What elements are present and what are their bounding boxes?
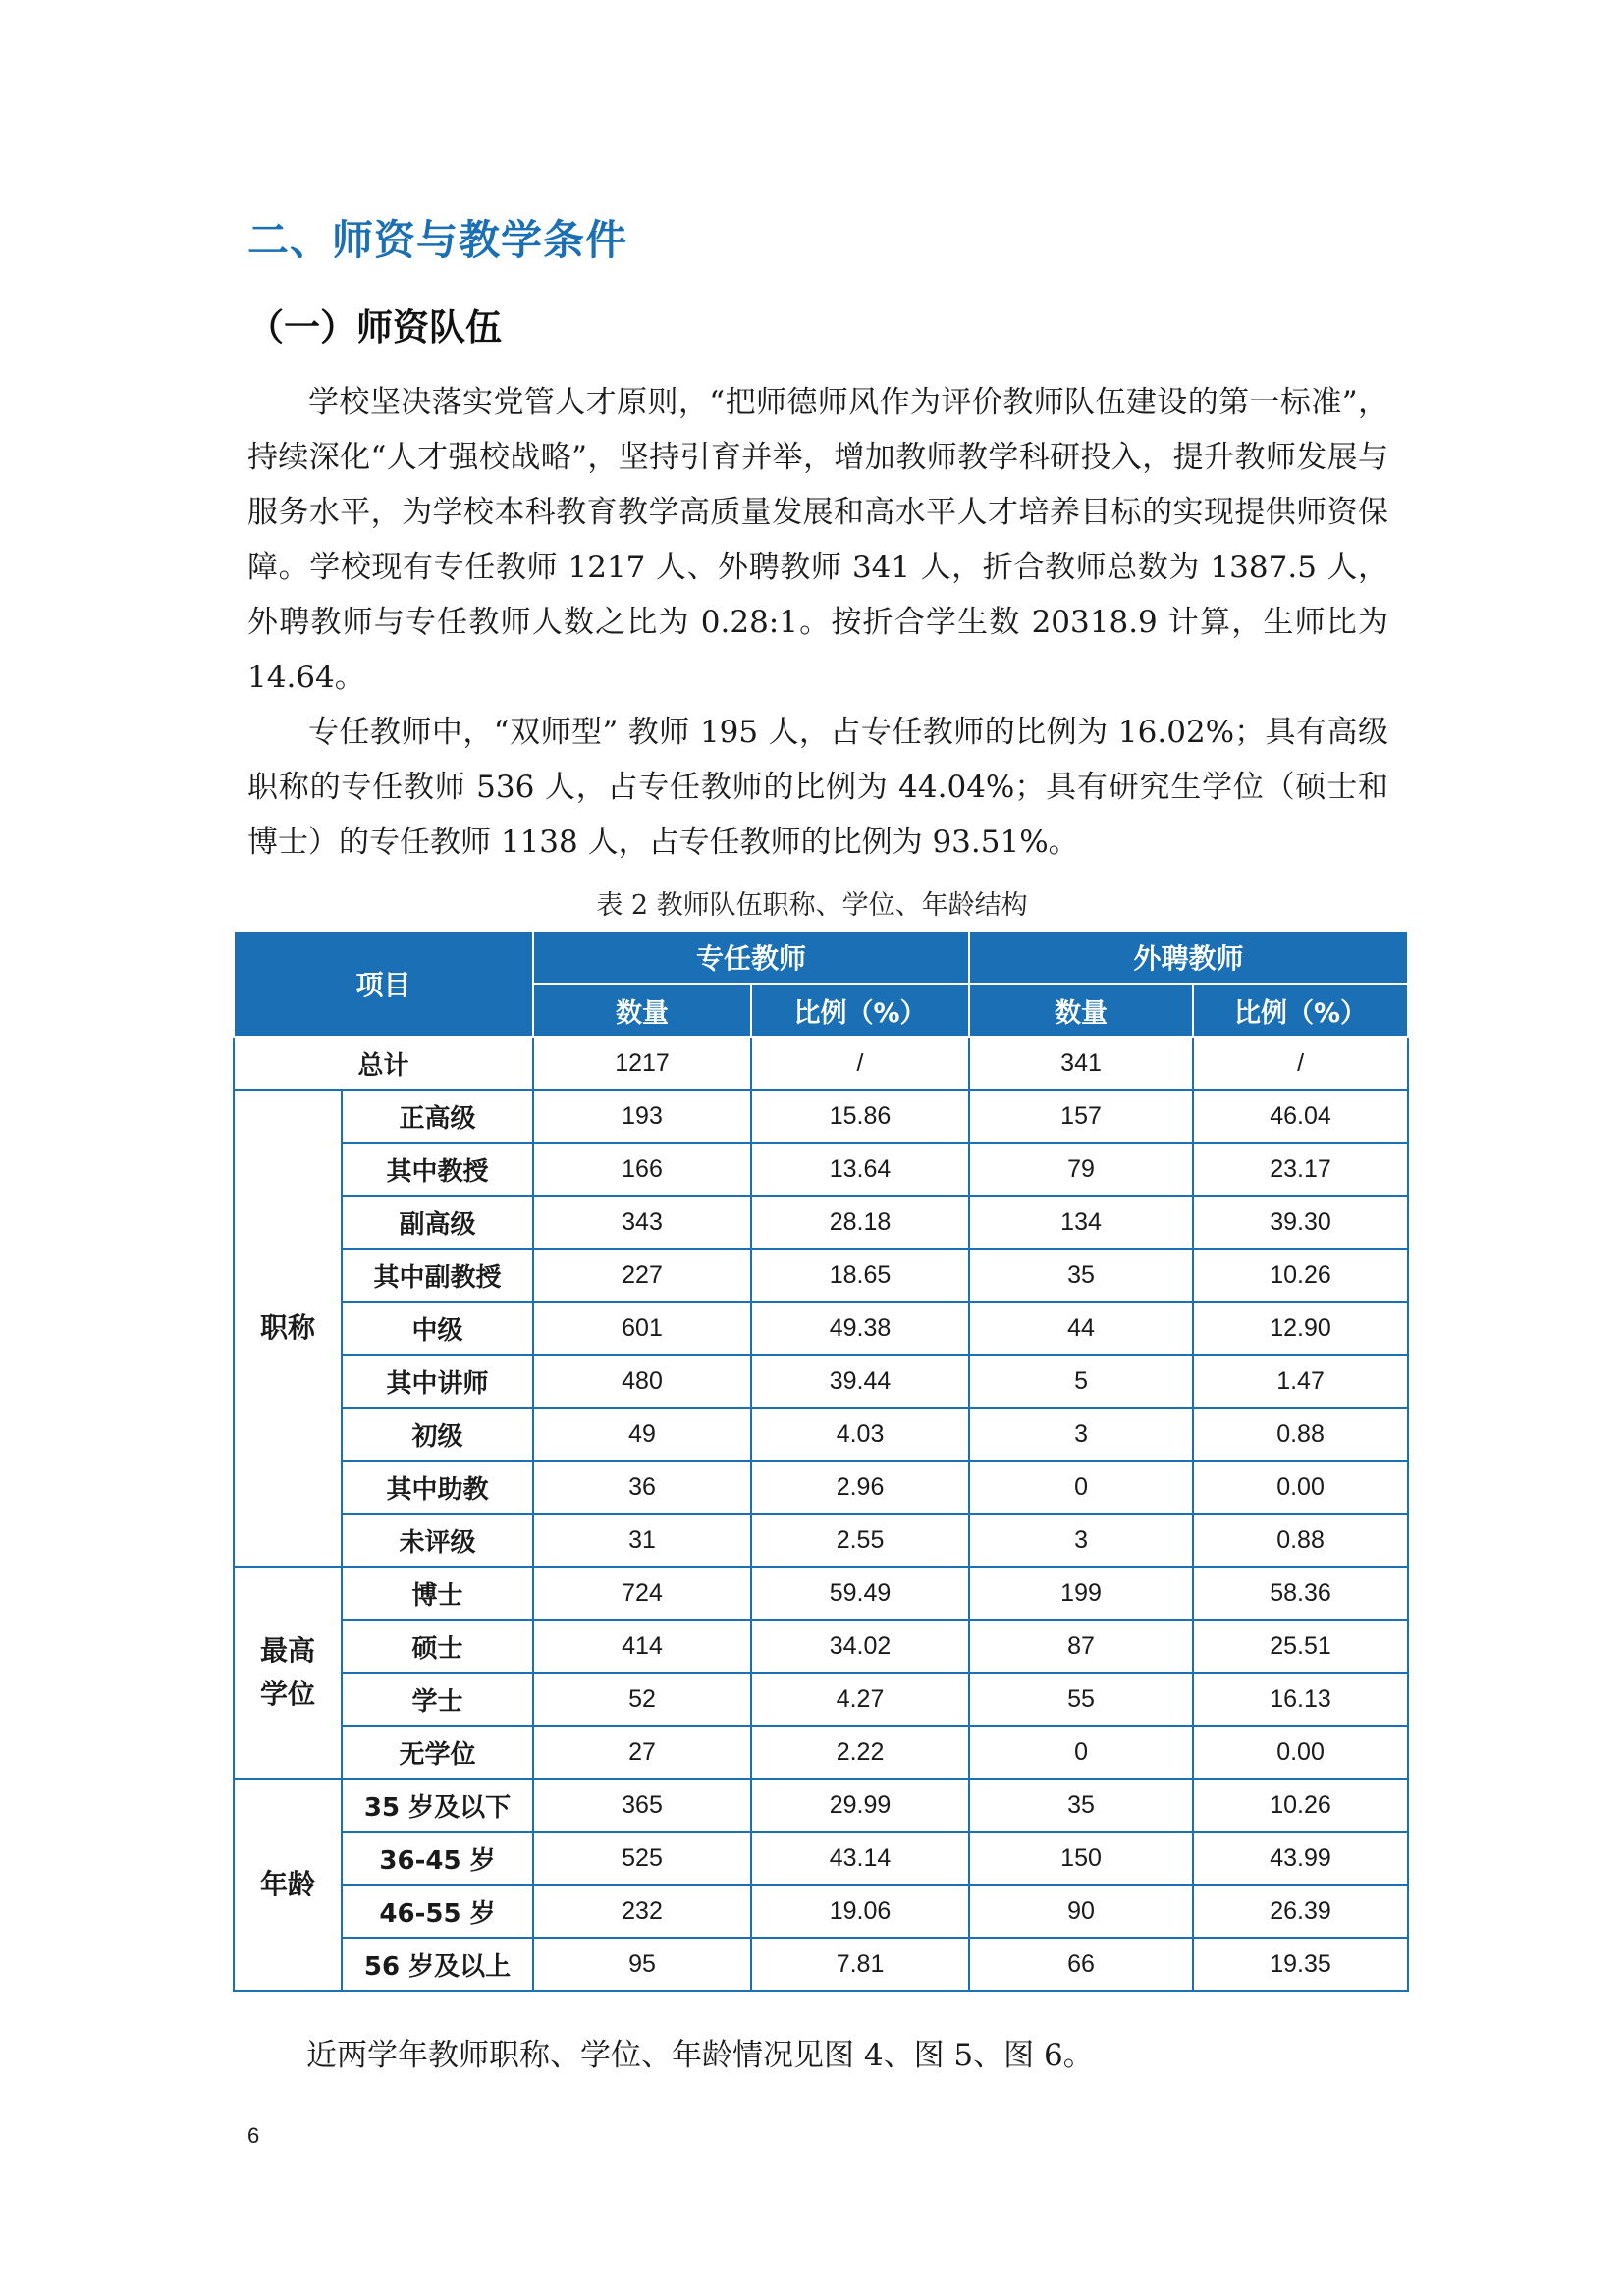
ex-ratio: 58.36: [1193, 1567, 1408, 1620]
row-label: 博士: [342, 1567, 533, 1620]
group-label: 最高 学位: [234, 1567, 342, 1779]
total-ex-count: 341: [969, 1037, 1193, 1090]
row-label: 正高级: [342, 1090, 533, 1143]
row-label: 35 岁及以下: [342, 1779, 533, 1832]
group-label: 职称: [234, 1090, 342, 1567]
ft-count: 31: [533, 1514, 751, 1567]
ft-ratio: 2.55: [751, 1514, 969, 1567]
ex-count: 157: [969, 1090, 1193, 1143]
row-label: 其中副教授: [342, 1249, 533, 1302]
ex-count: 150: [969, 1832, 1193, 1885]
ex-ratio: 12.90: [1193, 1302, 1408, 1355]
table-row: [234, 1779, 1408, 1832]
header-external: 外聘教师: [969, 931, 1408, 984]
ex-count: 0: [969, 1726, 1193, 1779]
ft-count: 52: [533, 1673, 751, 1726]
ft-count: 49: [533, 1408, 751, 1461]
ft-count: 525: [533, 1832, 751, 1885]
ex-count: 134: [969, 1196, 1193, 1249]
table-row: [234, 1620, 1408, 1673]
ft-ratio: 2.96: [751, 1461, 969, 1514]
header-ex-count: 数量: [969, 984, 1193, 1037]
ft-ratio: 13.64: [751, 1143, 969, 1196]
table-row: [234, 1832, 1408, 1885]
ex-count: 199: [969, 1567, 1193, 1620]
row-label: 其中讲师: [342, 1355, 533, 1408]
ex-ratio: 39.30: [1193, 1196, 1408, 1249]
subsection-title: （一）师资队伍: [247, 306, 502, 348]
header-ex-ratio: 比例（%）: [1193, 984, 1408, 1037]
row-label: 无学位: [342, 1726, 533, 1779]
header-ft-ratio: 比例（%）: [751, 984, 969, 1037]
ft-count: 166: [533, 1143, 751, 1196]
ft-count: 95: [533, 1938, 751, 1991]
header-ft-count: 数量: [533, 984, 751, 1037]
ex-ratio: 43.99: [1193, 1832, 1408, 1885]
ft-count: 601: [533, 1302, 751, 1355]
ft-ratio: 28.18: [751, 1196, 969, 1249]
ft-count: 36: [533, 1461, 751, 1514]
table-row: [234, 1461, 1408, 1514]
ex-ratio: 46.04: [1193, 1090, 1408, 1143]
ft-count: 724: [533, 1567, 751, 1620]
ex-count: 35: [969, 1249, 1193, 1302]
ft-count: 414: [533, 1620, 751, 1673]
ex-ratio: 0.00: [1193, 1461, 1408, 1514]
table-row: [234, 1143, 1408, 1196]
table-caption: 表 2 教师队伍职称、学位、年龄结构: [596, 890, 1028, 921]
after-table-text: 近两学年教师职称、学位、年龄情况见图 4、图 5、图 6。: [306, 2038, 1094, 2073]
ex-ratio: 10.26: [1193, 1249, 1408, 1302]
ft-count: 27: [533, 1726, 751, 1779]
ft-count: 232: [533, 1885, 751, 1938]
ex-count: 35: [969, 1779, 1193, 1832]
ft-ratio: 4.03: [751, 1408, 969, 1461]
ex-ratio: 0.00: [1193, 1726, 1408, 1779]
table-row: [234, 1302, 1408, 1355]
table-row: [234, 1514, 1408, 1567]
row-label: 其中助教: [342, 1461, 533, 1514]
row-label: 中级: [342, 1302, 533, 1355]
ft-ratio: 7.81: [751, 1938, 969, 1991]
total-label: 总计: [234, 1037, 533, 1090]
ft-ratio: 2.22: [751, 1726, 969, 1779]
ex-count: 3: [969, 1514, 1193, 1567]
page-number: 6: [247, 2123, 260, 2148]
ft-count: 365: [533, 1779, 751, 1832]
row-label: 初级: [342, 1408, 533, 1461]
total-ft-count: 1217: [533, 1037, 751, 1090]
ex-count: 79: [969, 1143, 1193, 1196]
total-ft-ratio: /: [751, 1037, 969, 1090]
ft-count: 480: [533, 1355, 751, 1408]
table-row: [234, 1673, 1408, 1726]
ft-ratio: 59.49: [751, 1567, 969, 1620]
table-row: [234, 1408, 1408, 1461]
paragraph-1: 学校坚决落实党管人才原则，“把师德师风作为评价教师队伍建设的第一标准”，持续深化“人才强校战略”，坚持引育并举，增加教师教学科研投入，提升教师发展与服务水平，为学校本科教育教学高质量发展和高水平人才培养目标的实现提供师资保障。学校现有专任教师 1217 人、外聘教师 341 人，折合教师总数为 1387.5 人，外聘教师与专任教师人数之比为 0.28:1。按折合学生数 20318.9 计算，生师比为 14.64。: [247, 385, 1388, 695]
ex-ratio: 1.47: [1193, 1355, 1408, 1408]
ft-ratio: 18.65: [751, 1249, 969, 1302]
table-row-total: [234, 1037, 1408, 1090]
ft-count: 193: [533, 1090, 751, 1143]
table-row: [234, 1885, 1408, 1938]
ft-ratio: 34.02: [751, 1620, 969, 1673]
ex-ratio: 26.39: [1193, 1885, 1408, 1938]
ex-ratio: 10.26: [1193, 1779, 1408, 1832]
ex-ratio: 0.88: [1193, 1408, 1408, 1461]
table-row: [234, 1726, 1408, 1779]
table-row: [234, 1938, 1408, 1991]
ft-ratio: 4.27: [751, 1673, 969, 1726]
ex-count: 3: [969, 1408, 1193, 1461]
row-label: 学士: [342, 1673, 533, 1726]
ft-ratio: 29.99: [751, 1779, 969, 1832]
ex-ratio: 0.88: [1193, 1514, 1408, 1567]
paragraph-2: 专任教师中，“双师型” 教师 195 人，占专任教师的比例为 16.02%；具有高级职称的专任教师 536 人，占专任教师的比例为 44.04%；具有研究生学位（硕士和博士）的专任教师 1138 人，占专任教师的比例为 93.51%。: [247, 715, 1388, 860]
row-label: 副高级: [342, 1196, 533, 1249]
ft-ratio: 19.06: [751, 1885, 969, 1938]
ft-count: 343: [533, 1196, 751, 1249]
row-label: 56 岁及以上: [342, 1938, 533, 1991]
ft-ratio: 49.38: [751, 1302, 969, 1355]
ft-ratio: 43.14: [751, 1832, 969, 1885]
table-row: [234, 1196, 1408, 1249]
ex-count: 5: [969, 1355, 1193, 1408]
ex-ratio: 25.51: [1193, 1620, 1408, 1673]
group-label: 年龄: [234, 1779, 342, 1991]
row-label: 36-45 岁: [342, 1832, 533, 1885]
ex-count: 0: [969, 1461, 1193, 1514]
ft-ratio: 15.86: [751, 1090, 969, 1143]
ex-count: 66: [969, 1938, 1193, 1991]
row-label: 其中教授: [342, 1143, 533, 1196]
header-item: 项目: [234, 931, 533, 1037]
ft-count: 227: [533, 1249, 751, 1302]
ex-ratio: 23.17: [1193, 1143, 1408, 1196]
row-label: 硕士: [342, 1620, 533, 1673]
ex-count: 44: [969, 1302, 1193, 1355]
ex-ratio: 19.35: [1193, 1938, 1408, 1991]
faculty-structure-table: [233, 930, 1409, 1992]
ex-ratio: 16.13: [1193, 1673, 1408, 1726]
table-row: [234, 1355, 1408, 1408]
ex-count: 55: [969, 1673, 1193, 1726]
section-title: 二、师资与教学条件: [247, 216, 628, 264]
ex-count: 87: [969, 1620, 1193, 1673]
total-ex-ratio: /: [1193, 1037, 1408, 1090]
table-row: [234, 1090, 1408, 1143]
table-row: [234, 1249, 1408, 1302]
ft-ratio: 39.44: [751, 1355, 969, 1408]
row-label: 46-55 岁: [342, 1885, 533, 1938]
row-label: 未评级: [342, 1514, 533, 1567]
header-fulltime: 专任教师: [533, 931, 969, 984]
table-row: [234, 1567, 1408, 1620]
ex-count: 90: [969, 1885, 1193, 1938]
